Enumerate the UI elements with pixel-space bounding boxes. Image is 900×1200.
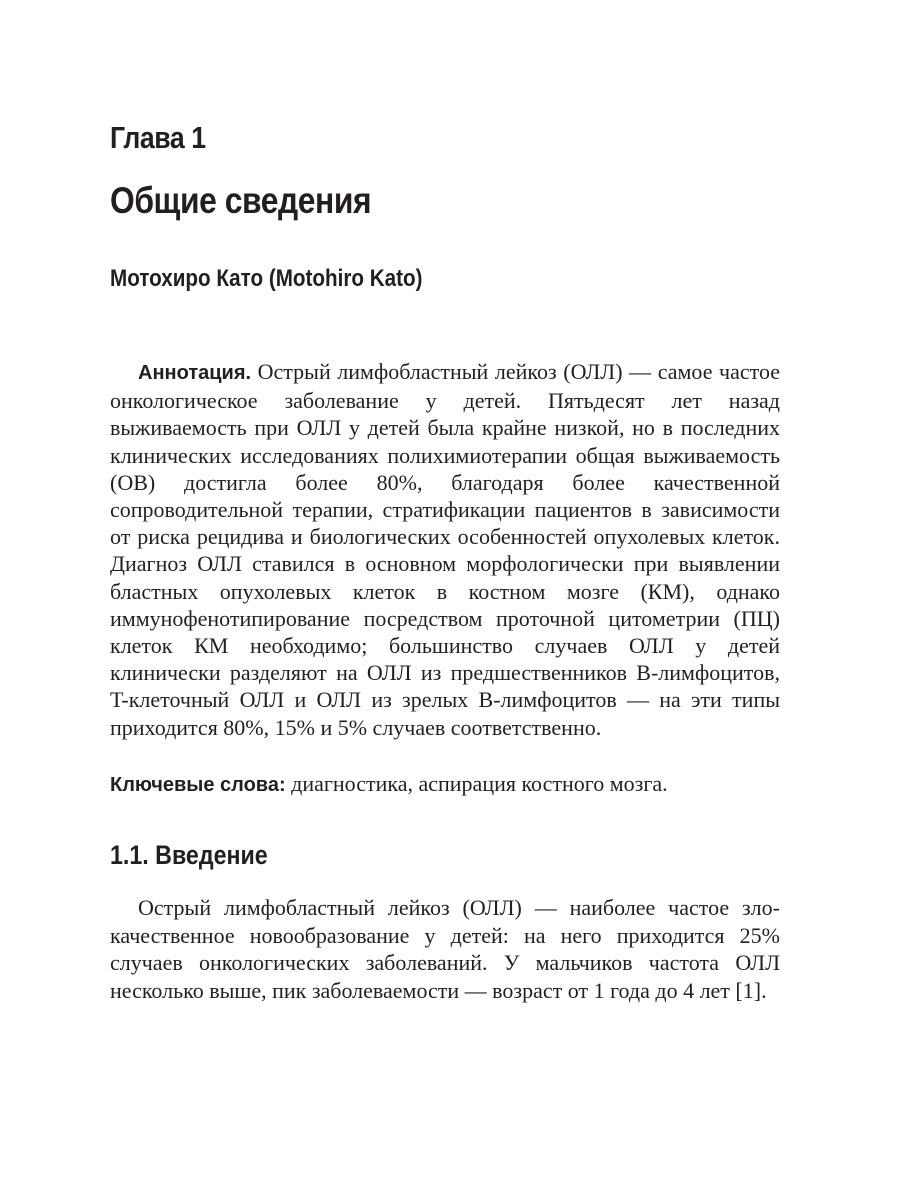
chapter-title: Общие сведения: [110, 180, 372, 221]
chapter-label: Глава 1: [110, 120, 206, 155]
keywords-text: диагностика, аспирация костного мозга.: [285, 771, 668, 796]
book-page: [110, 0, 780, 1200]
section-paragraph: Острый лимфобластный лейкоз (ОЛЛ) — наиболее частое злокачественное новообразование у детей: на него приходится 25% случаев онкологических заболеваний. У мальчиков частота ОЛЛ несколько выше, пик заболеваемости — возраст от 1 года до 4 лет [1].: [110, 895, 780, 1003]
section-heading: 1.1. Введение: [110, 840, 268, 870]
abstract-lead: Аннотация.: [138, 362, 252, 384]
keywords-lead: Ключевые слова:: [110, 774, 286, 796]
abstract-paragraph: [110, 358, 780, 741]
keywords-line: [110, 770, 780, 799]
abstract-text: Острый лимфобластный лейкоз (ОЛЛ) — самое частое онкологическое заболевание у детей. Пятьдесят лет назад выживаемость при ОЛЛ у детей была крайне низкой, но в последних клинических исследованиях полихимиотерапии общая выживаемость (ОВ) достигла более 80%, благодаря более качественной сопроводительной терапии, стратификации пациентов в зависимости от риска рецидива и биологических особенностей опухолевых клеток. Диагноз ОЛЛ ставился в основном морфологически при выявлении бластных опухолевых клеток в костном мозге (КМ), однако иммунофенотипирование посредством проточной цитометрии (ПЦ) клеток КМ необходимо; большинство случаев ОЛЛ у детей клинически разделяют на ОЛЛ из предшественников B-лимфоцитов, T-клеточный ОЛЛ и ОЛЛ из зрелых B-лимфоцитов — на эти типы приходится 80%, 15% и 5% случаев соответственно.: [110, 359, 780, 740]
author-line: Мотохиро Като (Motohiro Kato): [110, 265, 423, 292]
